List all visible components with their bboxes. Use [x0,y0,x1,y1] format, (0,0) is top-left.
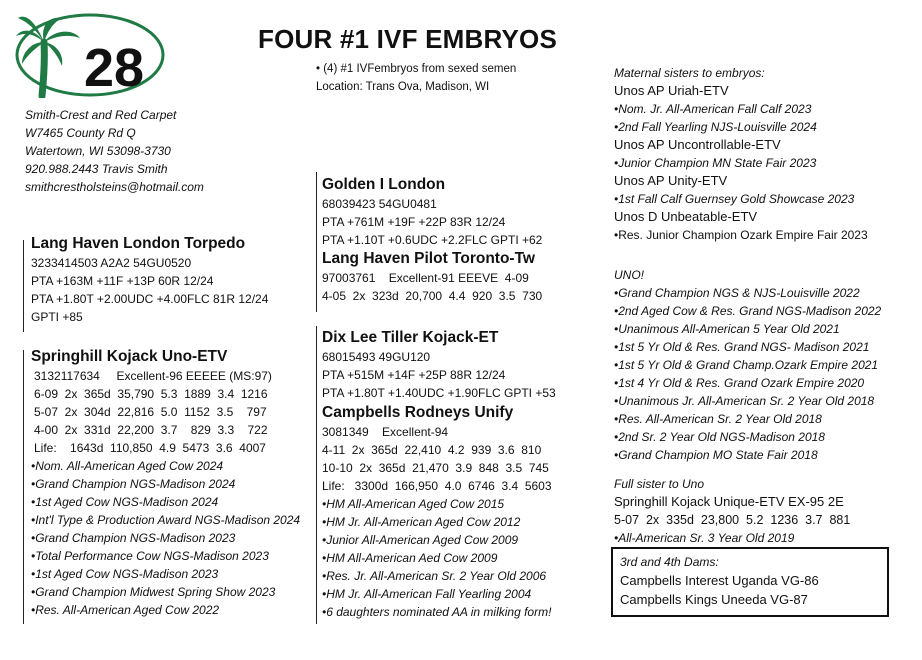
dam-honor: •Grand Champion NGS-Madison 2023 [31,531,236,545]
sister-name: Unos AP Unity-ETV [614,173,728,188]
dam-dam-name: Campbells Rodneys Unify [322,404,514,421]
dam-dam-honor: •HM Jr. All-American Aged Cow 2012 [322,515,521,529]
dam-sire-line: PTA +1.80T +1.40UDC +1.90FLC GPTI +53 [322,386,556,400]
sister-honor: •Junior Champion MN State Fair 2023 [614,156,817,170]
uno-honor: •1st 5 Yr Old & Res. Grand NGS- Madison 2021 [614,340,870,354]
sister-honor: •Nom. Jr. All-American Fall Calf 2023 [614,102,812,116]
sister-name: Unos AP Uriah-ETV [614,83,729,98]
sire-sire-line: PTA +761M +19F +22P 83R 12/24 [322,215,506,229]
dam-dam-honor: •Junior All-American Aged Cow 2009 [322,533,519,547]
full-sister-heading: Full sister to Uno [614,477,705,491]
sire-bracket [23,240,24,332]
sire-line: PTA +1.80T +2.00UDC +4.00FLC 81R 12/24 [31,292,269,306]
dam-dam-line: 3081349 Excellent-94 [322,425,449,439]
dam-honor: •1st Aged Cow NGS-Madison 2024 [31,495,219,509]
dam-sire-line: 68015493 49GU120 [322,350,431,364]
uno-honor: •1st 4 Yr Old & Res. Grand Ozark Empire 2020 [614,376,865,390]
sire-pedigree-bracket [316,172,317,312]
uno-honor: •Res. All-American Sr. 2 Year Old 2018 [614,412,822,426]
page-title: FOUR #1 IVF EMBRYOS [258,24,557,54]
intro-block [316,60,516,96]
dam-sire-line: PTA +515M +14F +25P 88R 12/24 [322,368,506,382]
full-sister-name: Springhill Kojack Unique-ETV EX-95 2E [614,494,844,509]
full-sister [614,475,914,547]
sire-sire-block [322,175,542,249]
dam-pedigree-bracket [316,326,317,624]
dam-honor: •Grand Champion NGS-Madison 2024 [31,477,236,491]
dams-box [611,547,889,617]
dam-dam-line: 4-11 2x 365d 22,410 4.2 939 3.6 810 [322,443,542,457]
maternal-sisters [614,64,914,244]
consignor-line: Watertown, WI 53098-3730 [25,144,171,158]
lot-number: 28 [84,38,145,98]
maternal-heading: Maternal sisters to embryos: [614,66,765,80]
dam-sire-name: Dix Lee Tiller Kojack-ET [322,329,499,346]
full-sister-record: 5-07 2x 335d 23,800 5.2 1236 3.7 881 [614,513,851,527]
dam-block [31,347,300,619]
sire-sire-name: Golden I London [322,176,446,193]
consignor-line: smithcrestholsteins@hotmail.com [25,180,204,194]
dams-box-heading: 3rd and 4th Dams: [620,555,719,569]
uno-honor: •Unanimous All-American 5 Year Old 2021 [614,322,840,336]
full-sister-honor: •All-American Sr. 3 Year Old 2019 [614,531,795,545]
dam-record: 4-00 2x 331d 22,200 3.7 829 3.3 722 [34,423,268,437]
sire-block [31,234,268,326]
sire-dam-line: 4-05 2x 323d 20,700 4.4 920 3.5 730 [322,289,543,303]
dams-box-line: Campbells Interest Uganda VG-86 [620,573,819,588]
dam-dam-block [322,403,552,621]
sire-sire-line: 68039423 54GU0481 [322,197,437,211]
consignor-line: 920.988.2443 Travis Smith [25,162,168,176]
sire-line: PTA +163M +11F +13P 60R 12/24 [31,274,214,288]
uno-heading: UNO! [614,268,644,282]
sire-line: GPTI +85 [31,310,83,324]
uno-honor: •Unanimous Jr. All-American Sr. 2 Year Old 2018 [614,394,875,408]
dams-box-line: Campbells Kings Uneeda VG-87 [620,592,808,607]
dam-record: Life: 1643d 110,850 4.9 5473 3.6 4007 [34,441,266,455]
dam-dam-line: Life: 3300d 166,950 4.0 6746 3.4 5603 [322,479,552,493]
consignor-info [25,106,204,196]
dam-dam-honor: •HM All-American Aed Cow 2009 [322,551,498,565]
dam-honor: •Res. All-American Aged Cow 2022 [31,603,220,617]
dam-honor: •Grand Champion Midwest Spring Show 2023 [31,585,276,599]
lot-logo [14,12,166,98]
dam-record: 6-09 2x 365d 35,790 5.3 1889 3.4 1216 [34,387,268,401]
sister-name: Unos AP Uncontrollable-ETV [614,137,781,152]
sire-sire-line: PTA +1.10T +0.6UDC +2.2FLC GPTI +62 [322,233,543,247]
intro-line: • (4) #1 IVFembryos from sexed semen [316,63,517,75]
intro-line: Location: Trans Ova, Madison, WI [316,81,490,93]
uno-honors [614,266,914,464]
dam-dam-honor: •HM All-American Aged Cow 2015 [322,497,505,511]
dam-honor: •Nom. All-American Aged Cow 2024 [31,459,224,473]
dam-dam-honor: •HM Jr. All-American Fall Yearling 2004 [322,587,532,601]
dam-name: Springhill Kojack Uno-ETV [31,348,228,365]
dam-honor: •1st Aged Cow NGS-Madison 2023 [31,567,219,581]
sister-honor: •2nd Fall Yearling NJS-Louisville 2024 [614,120,817,134]
dam-record: 3132117634 Excellent-96 EEEEE (MS:97) [34,369,272,383]
dam-honor: •Total Performance Cow NGS-Madison 2023 [31,549,269,563]
dam-dam-honor: •Res. Jr. All-American Sr. 2 Year Old 2006 [322,569,547,583]
sire-line: 3233414503 A2A2 54GU0520 [31,256,192,270]
sister-name: Unos D Unbeatable-ETV [614,209,758,224]
dam-honor: •Int'l Type & Production Award NGS-Madison 2024 [31,513,301,527]
uno-honor: •2nd Sr. 2 Year Old NGS-Madison 2018 [614,430,825,444]
dam-record: 5-07 2x 304d 22,816 5.0 1152 3.5 797 [34,405,267,419]
uno-honor: •1st 5 Yr Old & Grand Champ.Ozark Empire 2021 [614,358,879,372]
dam-dam-honor: •6 daughters nominated AA in milking form! [322,605,552,619]
sire-dam-block [322,249,542,305]
dam-bracket [23,350,24,624]
dam-sire-block [322,328,556,402]
sister-honor: •1st Fall Calf Guernsey Gold Showcase 2023 [614,192,855,206]
sire-dam-name: Lang Haven Pilot Toronto-Tw [322,250,535,267]
consignor-line: W7465 County Rd Q [25,126,136,140]
uno-honor: •Grand Champion MO State Fair 2018 [614,448,818,462]
dam-dam-line: 10-10 2x 365d 21,470 3.9 848 3.5 745 [322,461,549,475]
sire-dam-line: 97003761 Excellent-91 EEEVE 4-09 [322,271,529,285]
sister-honor: •Res. Junior Champion Ozark Empire Fair 2023 [614,228,868,242]
consignor-line: Smith-Crest and Red Carpet [25,108,177,122]
sire-name: Lang Haven London Torpedo [31,235,246,252]
uno-honor: •2nd Aged Cow & Res. Grand NGS-Madison 2022 [614,304,882,318]
uno-honor: •Grand Champion NGS & NJS-Louisville 2022 [614,286,860,300]
